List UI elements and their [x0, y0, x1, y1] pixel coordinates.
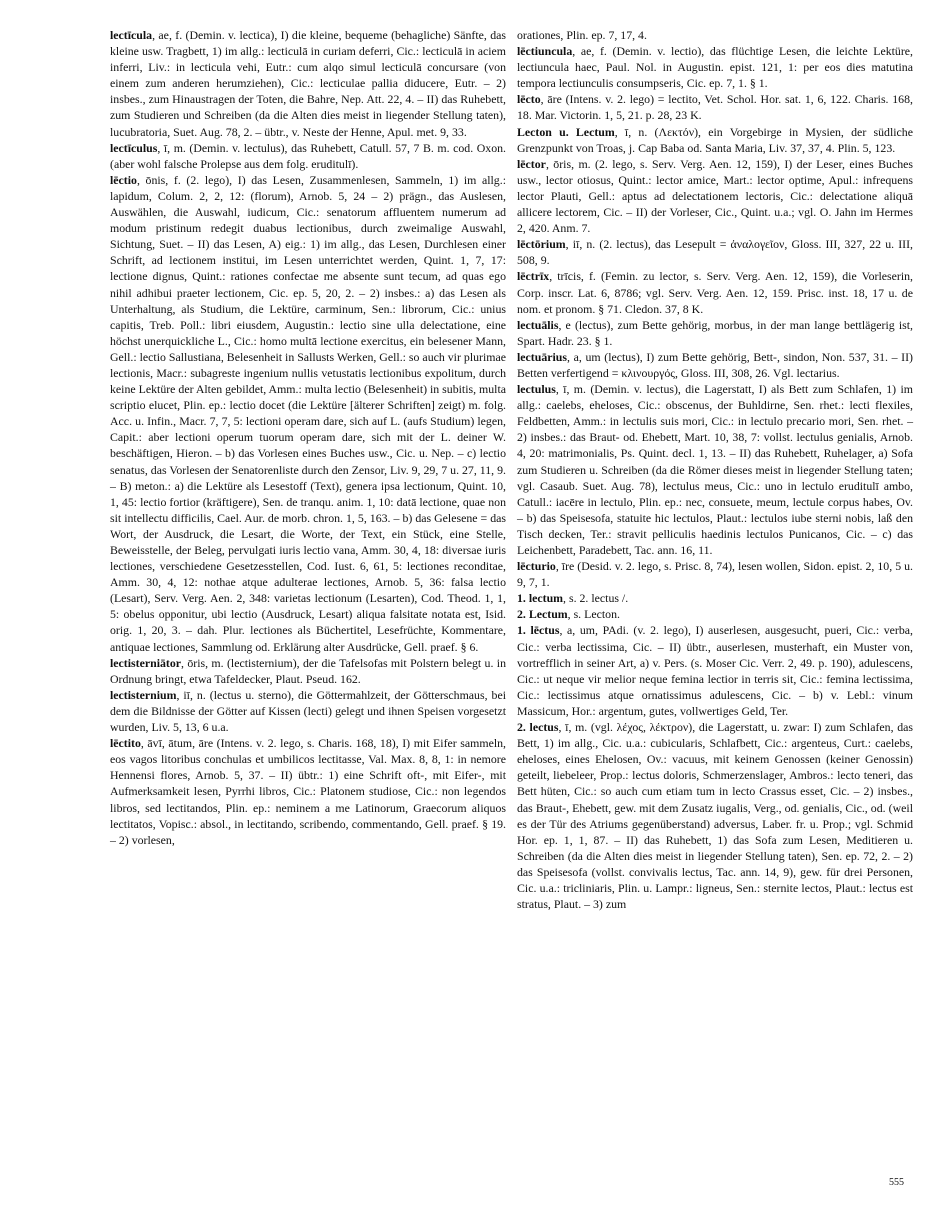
dictionary-entry: [517, 91, 913, 123]
entry-body: , s. 2. lectus /.: [563, 591, 629, 606]
page-number: 555: [889, 1177, 904, 1188]
entry-headword: lectulus: [517, 382, 556, 397]
entry-headword: lēctrīx: [517, 269, 550, 284]
entry-headword: lēctito: [110, 736, 141, 751]
entry-headword: lectuārius: [517, 349, 568, 364]
entry-body: , iī, n. (lectus u. sterno), die Göttermahlzeit, der Götterschmaus, bei dem die Bildnisse der Götter auf Kissen (lecti) gelegt und ihnen Speisen vorgesetzt wurden, Liv. 5, 13, 6 u.a.: [110, 687, 506, 735]
dictionary-entry: [517, 317, 913, 349]
dictionary-entry: [517, 622, 913, 719]
entry-headword: lectisternium: [110, 687, 177, 702]
entry-headword: lēctor: [517, 156, 546, 171]
dictionary-entry: [110, 140, 506, 172]
dictionary-entry: [517, 156, 913, 236]
dictionary-entry: [110, 27, 506, 140]
entry-headword: lēctōrium: [517, 237, 566, 252]
entry-body: , ī, m. (Demin. v. lectus), die Lagerstatt, I) als Bett zum Schlafen, 1) im allg.: caelebs, eheloses, Cic.: obscenus, der Buhldirne, Sen. rhet.: lecti flexiles, Feldbetten, Amm.: in lectulis suis mori, Cic.: in lectulo precario mori, Sen. rhet. – 2) insbes.: das Braut- od. Ehebett, Mart. 10, 38, 7: vollst. lectulus genialis, Arnob. 4, 20: matrimonialis, Ps. Quint. decl. 1, 13. – II) das Ruhebett, Ruhelager, a) Sofa zum Studieren u. Schreiben (da die Römer dieses meist in liegender Stellung taten; vgl. Casaub. Suet. Aug. 78), lectulus meus, Cic.: uno in lectulo eruditulī ambo, Catull.: iacēre in lectulo, Plin. ep.: nec, consuete, meum, lectule corpus habes, Ov. – b) das Speisesofa, statuite hic lectulos, Plaut.: lectulos iube sterni nobis, laß den Tisch decken, Ter.: stravit pelliculis haedinis lectulos Punicanos, Cic. – c) das Leichenbett, Paradebett, Tac. ann. 16, 11.: [517, 382, 913, 557]
dictionary-entry: [110, 172, 506, 655]
entry-body: , ī, m. (vgl. λέχος, λέκτρον), die Lagerstatt, u. zwar: I) zum Schlafen, das Bett, 1) im allg., Cic. u.a.: cubicularis, Schlafbett, Cic.: argenteus, Curt.: caelebs, eheloses, eines Ehelosen, Ov.: vacuus, mit keinem Genossen (keiner Genossin) geteilt, liebeleer, Prop.: lectus doloris, Schmerzenslager, Ambros.: lecto teneri, das Bett hüten, Cic.: so auch cum etiam tum in lecto Crassus esset, Cic. – 2) insbes., das Braut-, Ehebett, gew. mit dem Zusatz iugalis, Verg., od. genialis, Cic., od. (weil es der Tür des Atriums gegenüberstand) adversus, Laber. fr. u. Prop.; vgl. Schmid Hor. ep. 1, 1, 87. – II) das Ruhebett, 1) das Sofa zum Lesen, Meditieren u. Schreiben (da die Alten dies meist in liegender Stellung taten), Sen. ep. 72, 2. – 2) das Speisesofa (vollst. convivalis lectus, Tac. ann. 14, 9), gew. für drei Personen, Cic. u.a.: tricliniaris, Plin. u. Lampr.: ligneus, Sen.: sternite lectos, Plaut.: lectus est stratus, Plaut. – 3) zum: [517, 720, 913, 912]
dictionary-entry: [517, 124, 913, 156]
entry-headword: 1. lēctus: [517, 623, 560, 638]
entry-headword: 2. Lectum: [517, 607, 568, 622]
entry-headword: 1. lectum: [517, 591, 564, 606]
dictionary-entry: [110, 687, 506, 735]
entry-body: orationes, Plin. ep. 7, 17, 4.: [517, 28, 647, 42]
dictionary-entry: [517, 606, 913, 622]
entry-headword: 2. lectus: [517, 720, 559, 735]
entry-body: , āre (Intens. v. 2. lego) = lectito, Vet. Schol. Hor. sat. 1, 6, 122. Charis. 168, 18. Mar. Victorin. 1, 5, 21. p. 28, 23 K.: [517, 92, 913, 123]
entry-body: , iī, n. (2. lectus), das Lesepult = ἀναλογεῖον, Gloss. III, 327, 22 u. III, 508, 9.: [517, 237, 913, 268]
entry-body: , trīcis, f. (Femin. zu lector, s. Serv. Verg. Aen. 12, 159), die Vorleserin, Corp. inscr. Lat. 6, 8786; vgl. Serv. Verg. Aen. 12, 159. Prisc. inst. 18, 17 u. de nom. et pronom. § 71. Cledon. 37, 8 K.: [517, 269, 913, 316]
entry-headword: lectīcula: [110, 28, 153, 42]
entry-body: , īre (Desid. v. 2. lego, s. Prisc. 8, 74), lesen wollen, Sidon. epist. 2, 10, 5 u. 9, 7, 1.: [517, 559, 913, 590]
entry-body: , a, um (lectus), I) zum Bette gehörig, Bett-, sindon, Non. 537, 31. – II) Betten verfertigend = κλινουργός, Gloss. III, 308, 26. Vgl. lectarius.: [517, 349, 913, 380]
dictionary-entry: [517, 43, 913, 91]
dictionary-entry: [517, 719, 913, 912]
dictionary-entry: [517, 558, 913, 590]
entry-headword: lectīculus: [110, 140, 158, 155]
dictionary-entry: [517, 236, 913, 268]
entry-body: , ī, m. (Demin. v. lectulus), das Ruhebett, Catull. 57, 7 B. m. cod. Oxon. (aber wohl falsche Prolepse aus dem folg. eruditulī).: [110, 140, 506, 171]
entry-headword: lectisterniātor: [110, 655, 182, 670]
entry-body: , ī, n. (Λεκτόν), ein Vorgebirge in Mysien, der südliche Grenzpunkt von Troas, j. Cap Baba od. Santa Maria, Liv. 37, 37, 4. Plin. 5, 123.: [517, 124, 913, 155]
right-column: [517, 27, 913, 912]
entry-headword: lēcturio: [517, 559, 556, 574]
dictionary-entry: [110, 735, 506, 848]
entry-headword: lēctio: [110, 172, 137, 187]
entry-headword: lēctiuncula: [517, 44, 573, 59]
dictionary-entry: [110, 655, 506, 687]
dictionary-entry: [517, 349, 913, 381]
dictionary-entry: [517, 590, 913, 606]
entry-body: , ae, f. (Demin. v. lectio), das flüchtige Lesen, die leichte Lektüre, lectiuncula haec, Paul. Nol. in Augustin. epist. 121, 1: per eos dies matutina tempora lectiunculis consumpseris, Cic. ep. 7, 1. § 1.: [517, 44, 913, 91]
entry-body: , s. Lecton.: [567, 607, 620, 622]
entry-body: , ōris, m. (2. lego, s. Serv. Verg. Aen. 12, 159), I) der Leser, eines Buches usw., lector otiosus, Quint.: lector amice, Mart.: lector optime, Apul.: infrequens lector Plauti, Gell.: aptus ad delectationem lectoris, Cic.: delectatione aliquā allicere lectorem, Cic. – II) der Vorleser, Cic., Quint. u.a.; vgl. O. Jahn im Hermes 2, 420. Anm. 7.: [517, 156, 913, 236]
entry-headword: lēcto: [517, 92, 541, 107]
entry-body: , a, um, PAdi. (v. 2. lego), I) auserlesen, ausgesucht, pueri, Cic.: verba, Cic.: verba lectissima, Cic. – II) übtr., auserlesen, musterhaft, ein Muster von, vortrefflich in seiner Art, a) v. Pers. (s. Moser Cic. Verr. 2, 49. p. 190), adulescens, Cic.: ut neque vir melior neque femina lectior in terris sit, Cic.: femina lectissima, Cic.: lectissimus atque ornatissimus adulescens, Cic. – b) v. Lebl.: vinum Massicum, Hor.: argentum, gutes, vollwertiges Geld, Ter.: [517, 623, 913, 718]
dictionary-entry-continuation: [517, 27, 913, 43]
entry-body: , ōnis, f. (2. lego), I) das Lesen, Zusammenlesen, Sammeln, 1) im allg.: lapidum, Colum. 2, 2, 12: (florum), Arnob. 5, 24 – 2) prägn., das Auslesen, Auswählen, die Auswahl, iudicum, Cic.: senatorum affluentem numerum ad modum pristinum redegit duabus lectionibus, durch zweimalige Auswahl, Sichtung, Suet. – II) das Lesen, A) eig.: 1) im allg., das Lesen, Durchlesen einer Schrift, ad lectionem institui, im Lesen unterrichtet werden, Quint. 1, 7, 17: lectione dignus, Quint.: rationes confectae me absente sunt tecum, ad quas ego nihil adhibui praeter lectionem, Cic. ep. 5, 20, 2. – 2) insbes.: a) das Lesen als Unterhaltung, als Studium, die Lektüre, carminum, Sen.: librorum, Cic.: unius capitis, Treb. Poll.: libri eiusdem, Augustin.: lectio sine ulla delectatione, eine höchst unerquickliche L., Cic.: homo multā lectione exercitus, ein belesener Mann, Gell.: lectio Sallustiana, Belesenheit in Sallusts Werken, Gell.: so auch vir plurimae lectionis, Macr.: subagreste ingenium nullis vetustatis lectionibus expolitum, durch keine Lektüre der Alten gebildet, Amm.: multa lectio (Belesenheit) in subitis, multa scriptio elucet, Plin. ep.: lectio docet (die Lektüre [älterer Schriften] zeigt) m. folg. Acc. u. Infin., Macr. 7, 7, 5: lectioni operam dare, sich auf L. (aufs Studium) legen, Capit.: aber lectioni operum tuorum operam dare, sich mit der L. deiner W. beschäftigen, Hieron. – b) das Vorlesen eines Buches usw., Cic. u. Nep. – c) lectio senatus, das Vorlesen der Senatorenliste durch den Zensor, Liv. 9, 29, 7 u. 27, 11, 9. – B) meton.: a) die Lektüre als Lesestoff (Text), genera ipsa lectionum, Quint. 10, 1, 45: lectio fortior (kräftigere), Sen. de tranqu. anim. 1, 10: datā lectione, quae non sit intellectu difficilis, Cael. Aur. de morb. chron. 1, 5, 163. – b) das Gelesene = das Wort, der Ausdruck, die Lesart, die Worte, der Text, ein Stück, eine Stelle, Beweisstelle, der Beleg, pervulgati iuris lectio vana, Amm. 30, 4, 18: diversae iuris lectiones, verschiedene Gesetzesstellen, Cod. Iust. 6, 61, 5: lectiones reconditae, Amm. 30, 4, 12: nothae atque adulterae lectiones, Arnob. 5, 36: falsa lectio (Lesart), Serv. Verg. Aen. 2, 348: varietas lectionum (Lesarten), Cod. Theod. 1, 1, 5: obelus opponitur, ubi lectio (Ausdruck, Lesart) aliqua falsitate notata est, Isid. orig. 1, 20, 3. – dah. Plur. lectiones als Büchertitel, Lesefrüchte, Kommentare, antiquae lectiones, Sammlung od. Erklärung alter Ausdrücke, Gell. praef. § 6.: [110, 172, 507, 654]
entry-headword: lectuālis: [517, 317, 559, 332]
entry-body: , ae, f. (Demin. v. lectica), I) die kleine, bequeme (behagliche) Sänfte, das kleine usw. Tragbett, 1) im allg.: lecticulā in curiam deferri, Cic.: lecticulā in aciem inferri, Liv.: in lecticula vehi, Eutr.: cum alqo simul lecticulā concursare (von einem zum anderen herumziehen), Cic.: lecticulae pallia diducere, Eutr. – 2) insbes., zum Hinaustragen der Toten, die Bahre, Nep. Att. 22, 4. – II) das Ruhebett, zum Studieren und Schreiben (da die Alten dies meist in liegender Stellung taten), lucubratoria, Suet. Aug. 78, 2. – übtr., v. Neste der Henne, Apul. met. 9, 33.: [110, 28, 506, 139]
left-column: [110, 27, 506, 848]
dictionary-entry: [517, 268, 913, 316]
entry-body: , ōris, m. (lectisternium), der die Tafelsofas mit Polstern belegt u. in Ordnung bringt, etwa Tafeldecker, Plaut. Pseud. 162.: [110, 655, 506, 686]
entry-headword: Lecton u. Lectum: [517, 124, 615, 139]
entry-body: , e (lectus), zum Bette gehörig, morbus, in der man lange bettlägerig ist, Spart. Hadr. 23. § 1.: [517, 317, 913, 348]
entry-body: , āvī, ātum, āre (Intens. v. 2. lego, s. Charis. 168, 18), I) mit Eifer sammeln, eos vagos litoribus conchulas et umbilicos lectitasse, Val. Max. 8, 8, 1: in nemore Hennensi flores, Arnob. 5, 37. – II) übtr.: 1) eine Schrift oft-, mit Eifer-, mit Aufmerksamkeit lesen, Pyrrhi libros, Cic.: Platonem studiose, Cic.: non legendos libros, sed lectitandos, Plin. ep.: neminem a me Latinorum, Graecorum aliquos lectitatos, Vopisc.: absol., in lectitando, scribendo, commentando, Gell. praef. § 19. – 2) vorlesen,: [110, 736, 506, 847]
dictionary-entry: [517, 381, 913, 558]
